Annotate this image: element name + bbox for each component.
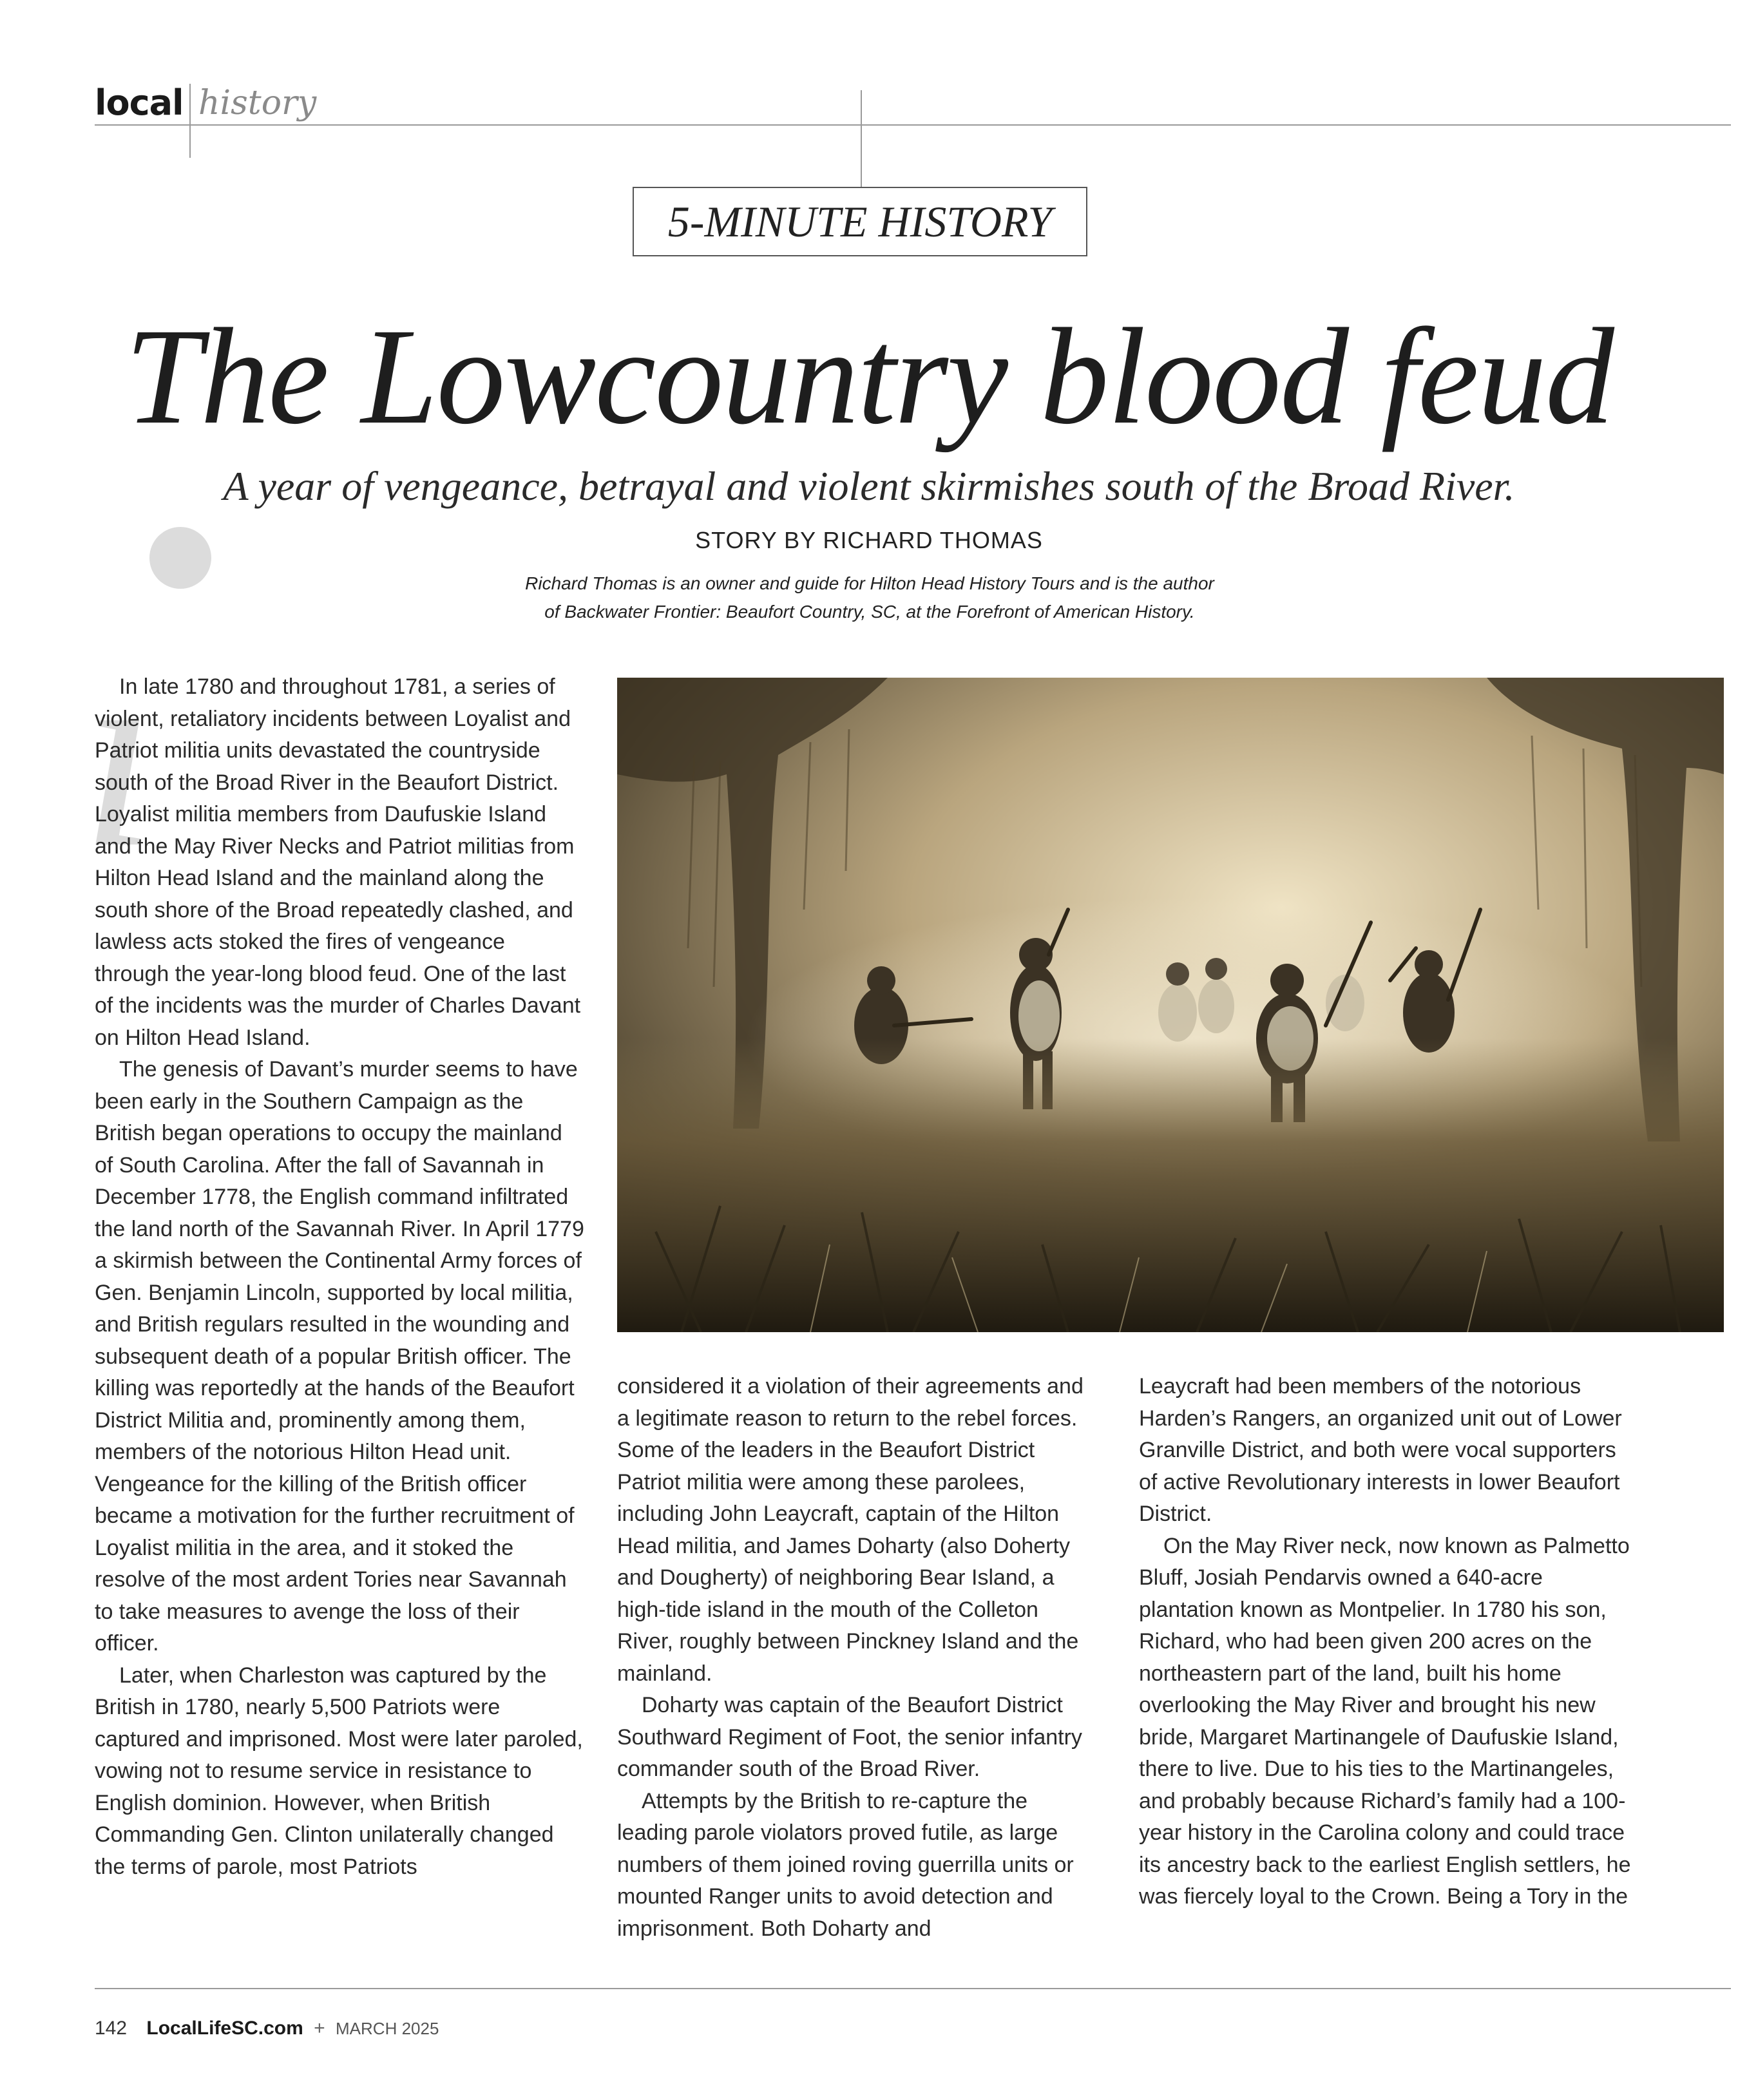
subsection-label: history bbox=[198, 84, 317, 122]
kicker-box bbox=[633, 187, 1087, 256]
dek: A year of vengeance, betrayal and violent skirmishes south of the Broad River. bbox=[223, 463, 1515, 509]
body-column-1 bbox=[95, 671, 584, 1883]
page-number: 142 bbox=[95, 2018, 128, 2039]
battle-illustration bbox=[617, 678, 1724, 1332]
paragraph: On the May River neck, now known as Palmetto Bluff, Josiah Pendarvis owned a 640-acre plantation known as Montpelier. In 1780 his son, Richard, who had been given 200 acres on the northeastern part of the land, built his home overlooking the May River and brought his new bride, Margaret Martinangele of Daufuskie Island, there to live. Due to his ties to the Martinangeles, and probably because Richard’s family had a 100-year history in the Carolina colony and could trace its ancestry back to the earliest English settlers, he was fiercely loyal to the Crown. Being a Tory in the bbox=[1139, 1533, 1631, 1909]
paragraph: The genesis of Davant’s murder seems to have been early in the Southern Campaign as the British began operations to occupy the mainland of South Carolina. After the fall of Savannah in December 1778, the English command infiltrated the land north of the Savannah River. In April 1779 a skirmish between the Continental Army forces of Gen. Benjamin Lincoln, supported by local militia, and British regulars resulted in the wounding and subsequent death of a popular British officer. The killing was reportedly at the hands of the Beaufort District Militia and, prominently among them, members of the notorious Hilton Head unit. Vengeance for the killing of the British officer became a motivation for the further recruitment of Loyalist militia in the area, and it stoked the resolve of the most ardent Tories near Savannah to take measures to avenge the loss of their officer. bbox=[95, 1057, 584, 1656]
author-bio-line: of Backwater Frontier: Beaufort Country, SC, at the Forefront of American History. bbox=[544, 602, 1195, 622]
section-label: local bbox=[95, 82, 184, 123]
footer-separator: + bbox=[314, 2018, 325, 2039]
footer-rule bbox=[95, 1988, 1731, 1989]
headline: The Lowcountry blood feud bbox=[125, 300, 1613, 453]
site-link[interactable]: LocalLifeSC.com bbox=[146, 2018, 303, 2039]
header-divider bbox=[189, 84, 191, 158]
header-center-rule bbox=[861, 90, 862, 187]
dropcap-dot bbox=[149, 527, 211, 589]
issue-date: MARCH 2025 bbox=[336, 2019, 439, 2038]
author-bio bbox=[451, 569, 1288, 626]
byline: STORY BY RICHARD THOMAS bbox=[695, 527, 1043, 553]
header-rule bbox=[95, 124, 1731, 126]
paragraph: Later, when Charleston was captured by the British in 1780, nearly 5,500 Patriots were captured and imprisoned. Most were later paroled, vowing not to resume service in resistance to English dominion. However, when British Commanding Gen. Clinton unilaterally changed the terms of parole, most Patriots bbox=[95, 1663, 583, 1879]
body-column-3 bbox=[1139, 1371, 1635, 1913]
kicker-text: 5-MINUTE HISTORY bbox=[667, 196, 1053, 246]
body-column-2 bbox=[617, 1371, 1100, 1945]
paragraph: In late 1780 and throughout 1781, a series of violent, retaliatory incidents between Loyalist and Patriot militia units devastated the countryside south of the Broad River in the Beaufort District. Loyalist militia members from Daufuskie Island and the May River Necks and Patriot militias from Hilton Head Island and the mainland along the south shore of the Broad repeatedly clashed, and lawless acts stoked the fires of vengeance through the year-long blood feud. One of the last of the incidents was the murder of Charles Davant on Hilton Head Island. bbox=[95, 674, 581, 1050]
paragraph: considered it a violation of their agreements and a legitimate reason to return to the rebel forces. Some of the leaders in the Beaufort District Patriot militia were among these parolees, including John Leaycraft, captain of the Hilton Head militia, and James Doharty (also Doherty and Dougherty) of neighboring Bear Island, a high-tide island in the mouth of the Colleton River, roughly between Pinckney Island and the mainland. bbox=[617, 1374, 1084, 1686]
paragraph: Attempts by the British to re-capture the leading parole violators proved futile, as large numbers of them joined roving guerrilla units or mounted Ranger units to avoid detection and imprisonment. Both Doharty and bbox=[617, 1788, 1074, 1941]
paragraph: Doharty was captain of the Beaufort District Southward Regiment of Foot, the senior infantry commander south of the Broad River. bbox=[617, 1693, 1082, 1781]
author-bio-line: Richard Thomas is an owner and guide for Hilton Head History Tours and is the author bbox=[525, 573, 1214, 593]
paragraph: Leaycraft had been members of the notorious Harden’s Rangers, an organized unit out of Lower Granville District, and both were vocal supporters of active Revolutionary interests in lower Beaufort District. bbox=[1139, 1374, 1622, 1526]
dropcap-letter: ı bbox=[81, 604, 157, 903]
footer bbox=[95, 2018, 439, 2039]
